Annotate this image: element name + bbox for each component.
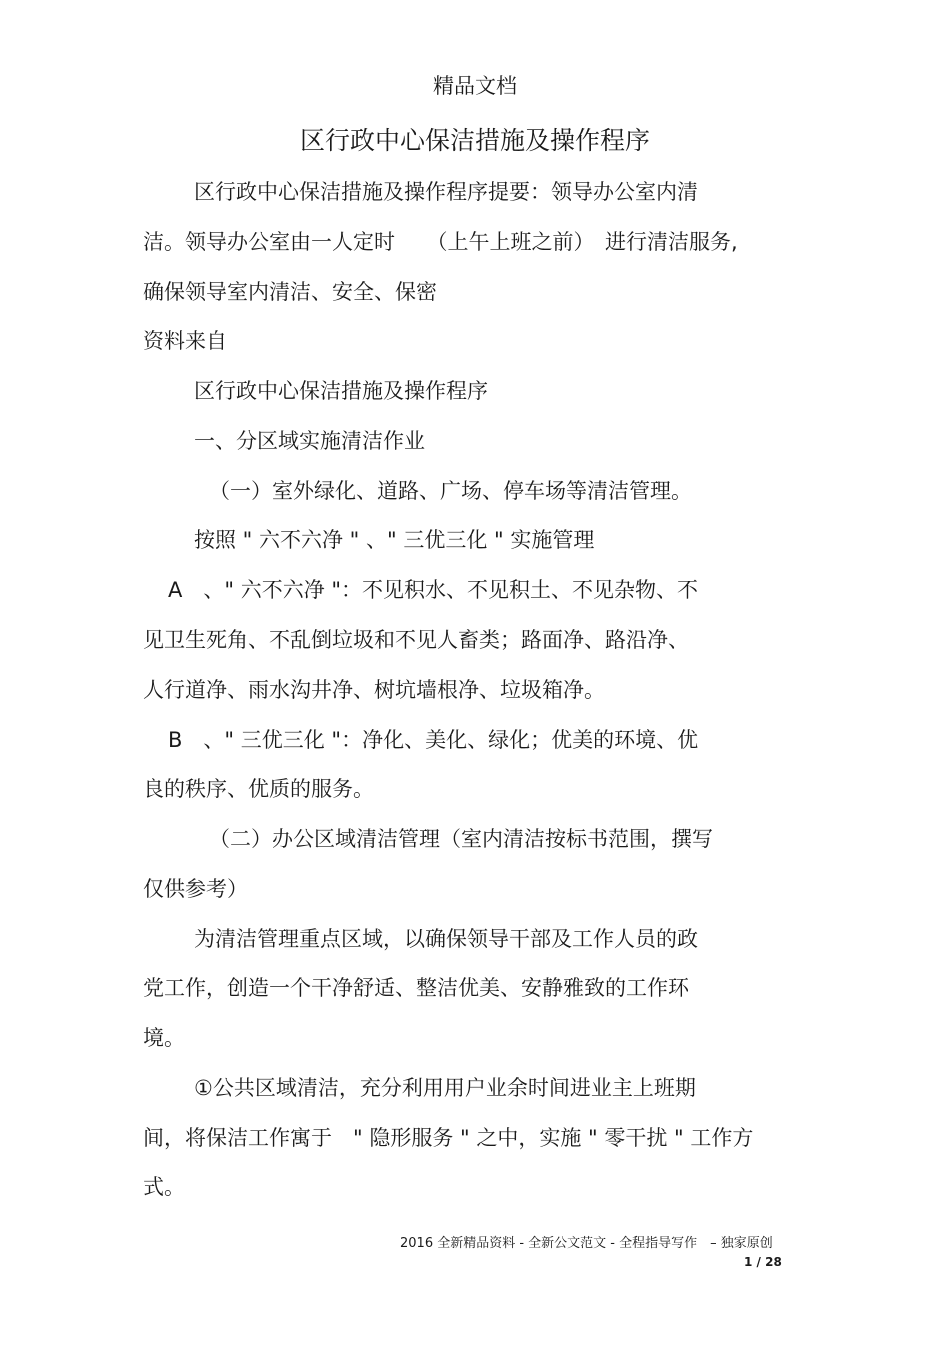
subsection-heading: （二）办公区域清洁管理（室内清洁按标书范围，撰写 (209, 827, 713, 851)
paragraph-line: 良的秩序、优质的服务。 (143, 777, 374, 801)
paragraph-line: 按照 " 六不六净 " 、" 三优三化 " 实施管理 (194, 528, 595, 552)
subsection-heading: （一）室外绿化、道路、广场、停车场等清洁管理。 (209, 479, 692, 503)
paragraph-line: 党工作，创造一个干净舒适、整洁优美、安静雅致的工作环 (143, 976, 689, 1000)
list-item: B 、" 三优三化 "：净化、美化、绿化；优美的环境、优 (168, 728, 699, 752)
paragraph-line: 区行政中心保洁措施及操作程序提要：领导办公室内清 (194, 180, 698, 204)
paragraph-line: 为清洁管理重点区域，以确保领导干部及工作人员的政 (194, 927, 698, 951)
page-number: 1 / 28 (744, 1255, 782, 1269)
paragraph-line: 式。 (143, 1175, 185, 1199)
footer-text: 2016 全新精品资料 - 全新公文范文 - 全程指导写作 – 独家原创 (400, 1236, 773, 1251)
paragraph-line: 仅供参考） (143, 877, 248, 901)
paragraph-line: 见卫生死角、不乱倒垃圾和不见人畜类；路面净、路沿净、 (143, 628, 689, 652)
paragraph-line: 洁。领导办公室由一人定时 （上午上班之前） 进行清洁服务, (143, 230, 738, 254)
paragraph-line: 间，将保洁工作寓于 " 隐形服务 " 之中，实施 " 零干扰 " 工作方 (143, 1126, 754, 1150)
paragraph-line: 确保领导室内清洁、安全、保密 (143, 280, 437, 304)
paragraph-line: 区行政中心保洁措施及操作程序 (194, 379, 488, 403)
section-heading: 一、分区域实施清洁作业 (194, 429, 425, 453)
list-item: A 、" 六不六净 "：不见积水、不见积土、不见杂物、不 (168, 578, 699, 602)
paragraph-line: 资料来自 (143, 329, 227, 353)
page-header: 精品文档 (433, 74, 517, 98)
paragraph-line: ①公共区域清洁，充分利用用户业余时间进业主上班期 (194, 1076, 696, 1100)
paragraph-line: 境。 (143, 1026, 185, 1050)
paragraph-line: 人行道净、雨水沟井净、树坑墙根净、垃圾箱净。 (143, 678, 605, 702)
document-title: 区行政中心保洁措施及操作程序 (299, 126, 650, 155)
